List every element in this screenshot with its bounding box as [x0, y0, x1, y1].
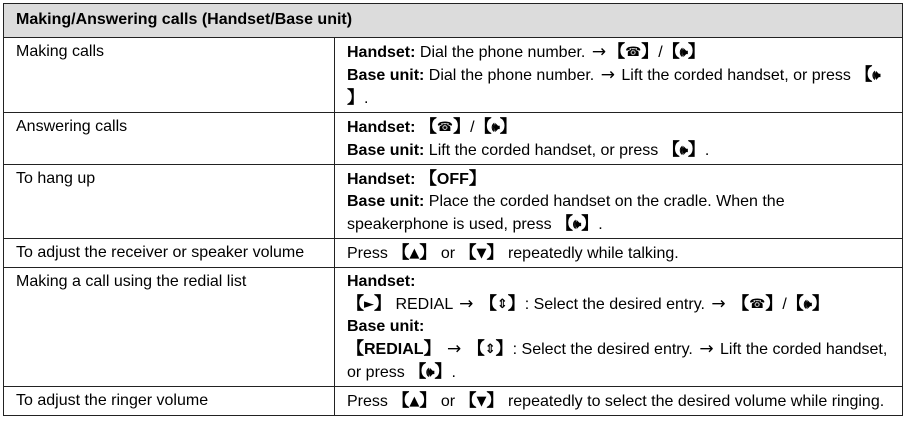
operation-text: Lift the corded handset, or press: [428, 142, 659, 159]
slash: /: [658, 44, 663, 61]
arrow-icon: →: [711, 294, 726, 314]
speaker-icon: 🕪: [426, 365, 435, 380]
operations-table: [3, 3, 903, 416]
period: .: [598, 216, 603, 233]
table-row: [4, 239, 903, 268]
table-header-row: [4, 4, 903, 38]
speaker-icon: 🕪: [872, 68, 881, 83]
key-bracket: 【: [662, 42, 680, 62]
redial-key: REDIAL: [364, 341, 424, 358]
key-bracket: 【: [474, 117, 492, 137]
key-bracket: 】: [811, 294, 829, 314]
operation-cell: [335, 239, 903, 268]
base-unit-line: [347, 338, 890, 384]
arrow-icon: →: [459, 294, 474, 314]
key-bracket: 【: [662, 140, 680, 160]
handset-line: [347, 116, 890, 139]
key-bracket: 】: [419, 243, 437, 263]
handset-line: [347, 168, 890, 191]
handset-label: Handset:: [347, 119, 416, 136]
talk-icon: ☎: [749, 297, 766, 312]
up-icon: ▲: [409, 246, 420, 261]
key-bracket: 【: [419, 169, 437, 189]
handset-line: [347, 293, 890, 316]
handset-label: Handset:: [347, 44, 416, 61]
key-bracket: 【: [855, 65, 873, 85]
action-cell: To adjust the ringer volume: [4, 387, 335, 416]
speaker-icon: 🕪: [679, 143, 688, 158]
operation-text: Lift the corded handset, or press: [347, 341, 888, 381]
action-cell: Answering calls: [4, 113, 335, 165]
operation-cell: [335, 165, 903, 239]
key-bracket: 】: [453, 117, 471, 137]
period: .: [364, 90, 369, 107]
base-unit-line: [347, 64, 890, 110]
base-unit-line: [347, 139, 890, 162]
key-bracket: 】: [581, 214, 599, 234]
key-bracket: 【: [347, 339, 364, 359]
operation-text: or: [440, 245, 456, 262]
key-bracket: 】: [347, 88, 364, 108]
redial-text: REDIAL: [395, 296, 453, 313]
key-bracket: 】: [765, 294, 783, 314]
key-bracket: 】: [434, 362, 452, 382]
updown-icon: ⇕: [496, 297, 508, 312]
handset-label: Handset:: [347, 171, 416, 188]
key-bracket: 【: [732, 294, 750, 314]
down-icon: ▼: [476, 394, 487, 409]
arrow-icon: →: [600, 65, 615, 85]
table-header: Making/Answering calls (Handset/Base unit): [4, 4, 903, 38]
up-icon: ▲: [409, 394, 420, 409]
action-cell: To hang up: [4, 165, 335, 239]
right-icon: ►: [364, 297, 374, 312]
down-icon: ▼: [476, 246, 487, 261]
key-bracket: 】: [507, 294, 525, 314]
base-unit-label: Base unit:: [347, 67, 425, 84]
speaker-icon: 🕪: [803, 297, 812, 312]
period: .: [451, 364, 456, 381]
action-cell: Making a call using the redial list: [4, 268, 335, 387]
operation-text: repeatedly to select the desired volume while ringing.: [507, 393, 885, 410]
period: .: [704, 142, 710, 159]
key-bracket: 【: [608, 42, 626, 62]
operation-cell: [335, 113, 903, 165]
operation-text: : Select the desired entry.: [512, 341, 693, 358]
key-bracket: 【: [479, 294, 497, 314]
key-bracket: 【: [467, 339, 485, 359]
key-bracket: 【: [556, 214, 574, 234]
speaker-icon: 🕪: [679, 45, 688, 60]
base-unit-label: Base unit:: [347, 318, 425, 335]
slash: /: [782, 296, 787, 313]
arrow-icon: →: [591, 42, 607, 62]
talk-icon: ☎: [436, 120, 454, 135]
handset-line: [347, 41, 890, 64]
key-bracket: 【: [347, 294, 364, 314]
table-row: [4, 387, 903, 416]
operation-text: Lift the corded handset, or press: [621, 67, 851, 84]
updown-icon: ⇕: [484, 342, 496, 357]
operation-cell: [335, 268, 903, 387]
talk-icon: ☎: [625, 45, 642, 60]
key-bracket: 】: [468, 169, 486, 189]
operation-text: or: [440, 393, 456, 410]
arrow-icon: →: [699, 339, 714, 359]
handset-label: Handset:: [347, 273, 416, 290]
key-bracket: 】: [499, 117, 517, 137]
key-bracket: 【: [392, 243, 410, 263]
action-cell: Making calls: [4, 38, 335, 113]
key-bracket: 】: [687, 140, 705, 160]
table-row: [4, 38, 903, 113]
key-bracket: 】: [486, 243, 504, 263]
base-unit-line: [347, 191, 890, 236]
key-bracket: 【: [392, 391, 410, 411]
action-cell: To adjust the receiver or speaker volume: [4, 239, 335, 268]
table-row: [4, 113, 903, 165]
key-bracket: 】: [486, 391, 504, 411]
operation-text: Dial the phone number.: [419, 44, 586, 61]
operation-text: repeatedly while talking.: [507, 245, 679, 262]
key-bracket: 【: [459, 243, 477, 263]
base-unit-label: Base unit:: [347, 193, 425, 210]
key-bracket: 】: [495, 339, 513, 359]
operation-text: Press: [347, 245, 388, 262]
table-row: [4, 268, 903, 387]
key-bracket: 】: [423, 339, 441, 359]
key-bracket: 】: [374, 294, 391, 314]
operation-cell: [335, 38, 903, 113]
speaker-icon: 🕪: [573, 217, 582, 232]
operation-text: Press: [347, 393, 388, 410]
slash: /: [470, 119, 475, 136]
off-key: OFF: [436, 171, 469, 188]
arrow-icon: →: [447, 339, 462, 359]
key-bracket: 【: [459, 391, 477, 411]
operation-text: : Select the desired entry.: [524, 296, 705, 313]
key-bracket: 】: [687, 42, 705, 62]
key-bracket: 】: [641, 42, 659, 62]
key-bracket: 【: [419, 117, 437, 137]
key-bracket: 【: [409, 362, 427, 382]
key-bracket: 【: [786, 294, 804, 314]
operation-cell: [335, 387, 903, 416]
speaker-icon: 🕪: [491, 120, 500, 135]
table-row: [4, 165, 903, 239]
key-bracket: 】: [419, 391, 437, 411]
operation-text: Place the corded handset on the cradle. When the speakerphone is used, press: [347, 193, 785, 233]
base-unit-label: Base unit:: [347, 142, 425, 159]
operation-text: Dial the phone number.: [428, 67, 595, 84]
